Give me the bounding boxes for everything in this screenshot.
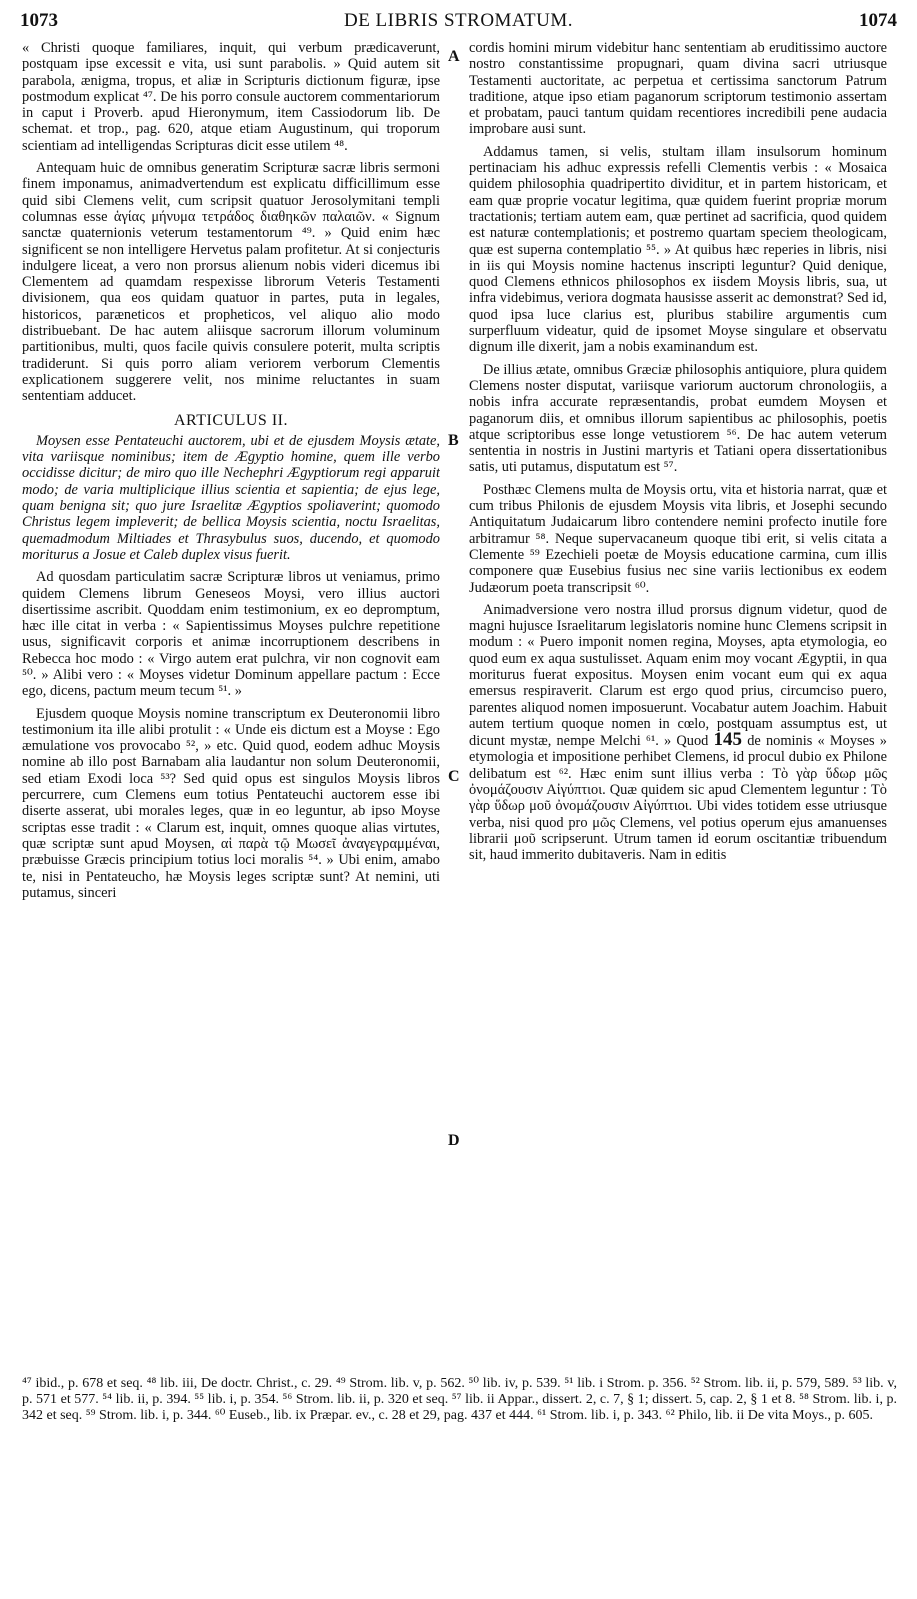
- right-paragraph-5-start: Animadversione vero nostra illud prorsus dignum videtur, quod de magni hujusce Israelitarum legislatoris nomine hunc Clemens scripsit in modum : « Puero imponit nomen regina, Moyses, apta etymologia, eo quod eum ex aqua sustulisset. Aquam enim moy vocant Ægyptii, in qua moriturus fuerat expositus. Moysen enim vocant eum qui ex aqua emersus respiraverit. Clarum est ergo quod prius, circumciso puero, parentes aliquod nomen imposuerunt. Vocabatur autem Joachim. Habuit autem tertium quoque nomen in cœlo, postquam assumptus est, ut dicunt mystæ, nempe Melchi ⁶¹. » Quod: [469, 601, 887, 750]
- running-title: DE LIBRIS STROMATUM.: [343, 10, 574, 31]
- column-number: 145: [713, 729, 743, 751]
- page-number-left: 1073: [20, 10, 58, 31]
- footnotes: ⁴⁷ ibid., p. 678 et seq. ⁴⁸ lib. iii, De doctr. Christ., c. 29. ⁴⁹ Strom. lib. v, p. 562. ⁵⁰ lib. iv, p. 539. ⁵¹ lib. i Strom. p. 356. ⁵² Strom. lib. ii, p. 579, 589. ⁵³ lib. v, p. 571 et 577. ⁵⁴ lib. ii, p. 394. ⁵⁵ lib. i, p. 354. ⁵⁶ Strom. lib. ii, p. 320 et seq. ⁵⁷ lib. ii Appar., dissert. 2, c. 7, § 1; dissert. 5, cap. 2, § 1 et 8. ⁵⁸ Strom. lib. i, p. 342 et seq. ⁵⁹ Strom. lib. i, p. 344. ⁶⁰ Euseb., lib. ix Præpar. ev., c. 28 et 29, pag. 437 et 444. ⁶¹ Strom. lib. i, p. 343. ⁶² Philo, lib. ii De vita Moys., p. 605.: [22, 1376, 897, 1423]
- margin-letter-b: B: [448, 432, 459, 449]
- margin-letter-d: D: [448, 1132, 460, 1149]
- left-paragraph-1: « Christi quoque familiares, inquit, qui verbum prædicaverunt, postquam ipse excessit e vita, usi sunt parabolis. » Quid autem sit parabola, ænigma, tropus, et aliæ in Scripturis dictionum figuræ, ipse postmodum explicat ⁴⁷. De his porro consule auctorem commentariorum in caput i Proverb. apud Hieronymum, item Cassiodorum lib. De schemat. et trop., pag. 620, atque etiam Augustinum, qui troporum scientiam ad intelligendas Scripturas dicit esse utilem ⁴⁸.: [22, 40, 440, 154]
- right-paragraph-2: Addamus tamen, si velis, stultam illam insulsorum hominum pertinaciam his adhuc expressis refelli Clementis verbis : « Mosaica quidem philosophia quadripertito dividitur, et in partem historicam, et eam quæ proprie vocatur legitima, quæ quidem fuerint propriæ morum tractationis; tertiam autem eam, quæ pertinet ad sacrificia, quod quidem est naturæ contemplationis; et postremo quartam speciem theologicam, quæ est superna contemplatio ⁵⁵. » At quibus hæc reperies in libris, nisi in iis qui Moysis nomine hactenus inscripti leguntur? Quid denique, quod Clemens ethnicos philosophos ex iisdem Moysis libris, sua, ut infra videbimus, veriora dogmata hausisse asserit ac demonstrat? Sed id, quod ipsa luce clarius est, pluribus stabilire argumentis cum surperfluum videatur, quid de ipsomet Moyse singulare et observatu dignum ille dixerit, jam a nobis examinandum est.: [469, 143, 887, 356]
- page-number-right: 1074: [859, 10, 897, 31]
- right-paragraph-5: [469, 602, 887, 864]
- right-paragraph-5-end: de nominis « Moyses » etymologia et impositione perhibet Clemens, id procul dubio ex Philone delibatum est ⁶². Hæc enim sunt illius verba : Τὸ γὰρ ὕδωρ μῶς ὀνομάζουσιν Αἰγύπτιοι. Quæ quidem sic apud Clementem leguntur : Τὸ γὰρ ὕδωρ μοῦ ὀνομάζουσιν Αἰγύπτιοι. Ubi vides totidem esse utriusque verba, nisi quod pro μῶς Clemens, vel potius operum ejus amanuenses librarii μοῦ scripserunt. Utrum tamen id eorum oscitantiæ tribuendum sit, haud immerito dubitaveris. Nam in editis: [469, 733, 887, 864]
- right-paragraph-3: De illius ætate, omnibus Græciæ philosophis antiquiore, plura quidem Clemens noster disputat, variisque variorum auctorum chronologiis, a nobis infra accurate repræsentandis, probat eumdem Moysen et paganorum diis, et omnibus illorum sapientibus ac philosophis, poetis atque scriptoribus esse longe vetustiorem ⁵⁶. De hac autem veterum sententia in nostris in Justini martyris et Tatiani opera dissertationibus satis, uti putamus, disputatum est ⁵⁷.: [469, 361, 887, 476]
- left-paragraph-4: Ejusdem quoque Moysis nomine transcriptum ex Deuteronomii libro testimonium ita ille alibi protulit : « Unde eis dictum est a Moyse : Ego æmulatione vos provocabo ⁵², » etc. Quid quod, eodem adhuc Moysis nomine ab illo post Barnabam alia laudantur non solum Deuteronomii, sed etiam Exodi loca ⁵³? Sed quid opus est singulos Moysis libros percurrere, cum Clemens eum totius Pentateuchi auctorem esse ibi diserte asserat, ubi morales leges, quæ in eo leguntur, ab ipso Moyse scriptas esse tradit : « Clarum est, inquit, omnes quoque alias virtutes, quæ scriptæ sunt apud Moysen, αἱ παρὰ τῷ Μωσεῖ ἀναγεγραμμέναι, præbuisse Græcis principium totius loci moralis ⁵⁴. » Ubi enim, amabo te, nisi in Pentateucho, hæ Moysis leges scriptæ sunt? At nemini, uti putamus, sinceri: [22, 705, 440, 901]
- left-paragraph-2: Antequam huic de omnibus generatim Scripturæ sacræ libris sermoni finem imponamus, animadvertendum est explicatu difficillimum esse quid sibi Clemens velit, cum scripsit quatuor Jerosolymitani templi columnas esse ἁγίας μήνυμα τετράδος διαθηκῶν παλαιῶν. « Signum sanctæ quaternionis veterum testamentorum ⁴⁹. » Quid enim hæc significent se non intelligere Hervetus palam profitetur. At si conjecturis indulgere liceat, a vero non prorsus alienum nobis videri dicemus ibi Clementem ad quamdam respexisse librorum Veteris Testamenti divisionem, qua eos quidam quatuor in partes, puta in legales, historicos, paræneticos et propheticos, vel aliquo alio modo distribuebant. De hac autem aliisque sacrorum illorum voluminum partitionibus, multi, quos facile quivis consulere poterit, multa scriptis tradiderunt. Si quis porro aliam veriorem verborum Clementis explicationem suggerere velit, nos minime reluctantes in suam sententiam adducet.: [22, 160, 440, 405]
- running-header: [20, 10, 897, 36]
- left-column: [22, 40, 440, 1365]
- right-paragraph-4: Posthæc Clemens multa de Moysis ortu, vita et historia narrat, quæ et cum tribus Philonis de ejusdem Moysis vita libris, et Josephi secundo Antiquitatum Judaicarum libro contendere nemini profecto inutile fore arbitramur ⁵⁸. Neque supervacaneum quoque tibi erit, si velis citata a Clemente ⁵⁹ Ezechieli poetæ de Moysis educatione carmina, cum illis componere quæ Eusebius fusius nec sine variis lectionibus ex eodem Judæorum poeta transcripsit ⁶⁰.: [469, 481, 887, 596]
- margin-letter-a: A: [448, 48, 460, 65]
- right-paragraph-1: cordis homini mirum videbitur hanc sententiam ab eruditissimo auctore nostro constantissime propugnari, quam divina sacri utriusque Testamenti auctoritate, ac perpetua et certissima sanctorum Patrum traditione, atque ipso etiam paganorum scriptorum testimonio assertam et probatam, pauci tantum quidam recentiores incredibili pene audacia improbare ausi sunt.: [469, 40, 887, 138]
- margin-letter-c: C: [448, 768, 460, 785]
- right-column: [469, 40, 887, 1365]
- article-summary: Moysen esse Pentateuchi auctorem, ubi et de ejusdem Moysis ætate, vita variisque nominibus; item de Ægyptio homine, quem ille verbo occidisse dicitur; de miro quo ille Nechephri Ægyptiorum regi apparuit modo; de varia multiplicique illius scientia et sapientia; de ejus lege, quam benigna sit; quo jure Israelitæ Ægyptios spoliaverint; quomodo Christus legem impleverit; de bellica Moysis scientia, noctu Israelitas, quemadmodum Miltiades et Thrasybulus suos, ducendo, et quomodo moriturus a Josue et Caleb duplex visus fuerit.: [22, 432, 440, 563]
- left-paragraph-3: Ad quosdam particulatim sacræ Scripturæ libros ut veniamus, primo quidem Clemens librum Geneseos Moysi, vero illius auctori disertissime ascribit. Quoddam enim testimonium, ex eo depromptum, hæc ille citat in verba : « Sapientissimus Moyses pulchre repetitione usus, significavit corporis et animæ incorruptionem describens in Rebecca hoc modo : « Virgo autem erat pulchra, vir non cognovit eam ⁵⁰. » Alibi vero : « Moyses videtur Dominum appellare pactum : Ecce ego, dicens, pactum meum tecum ⁵¹. »: [22, 569, 440, 700]
- article-heading: ARTICULUS II.: [174, 411, 288, 429]
